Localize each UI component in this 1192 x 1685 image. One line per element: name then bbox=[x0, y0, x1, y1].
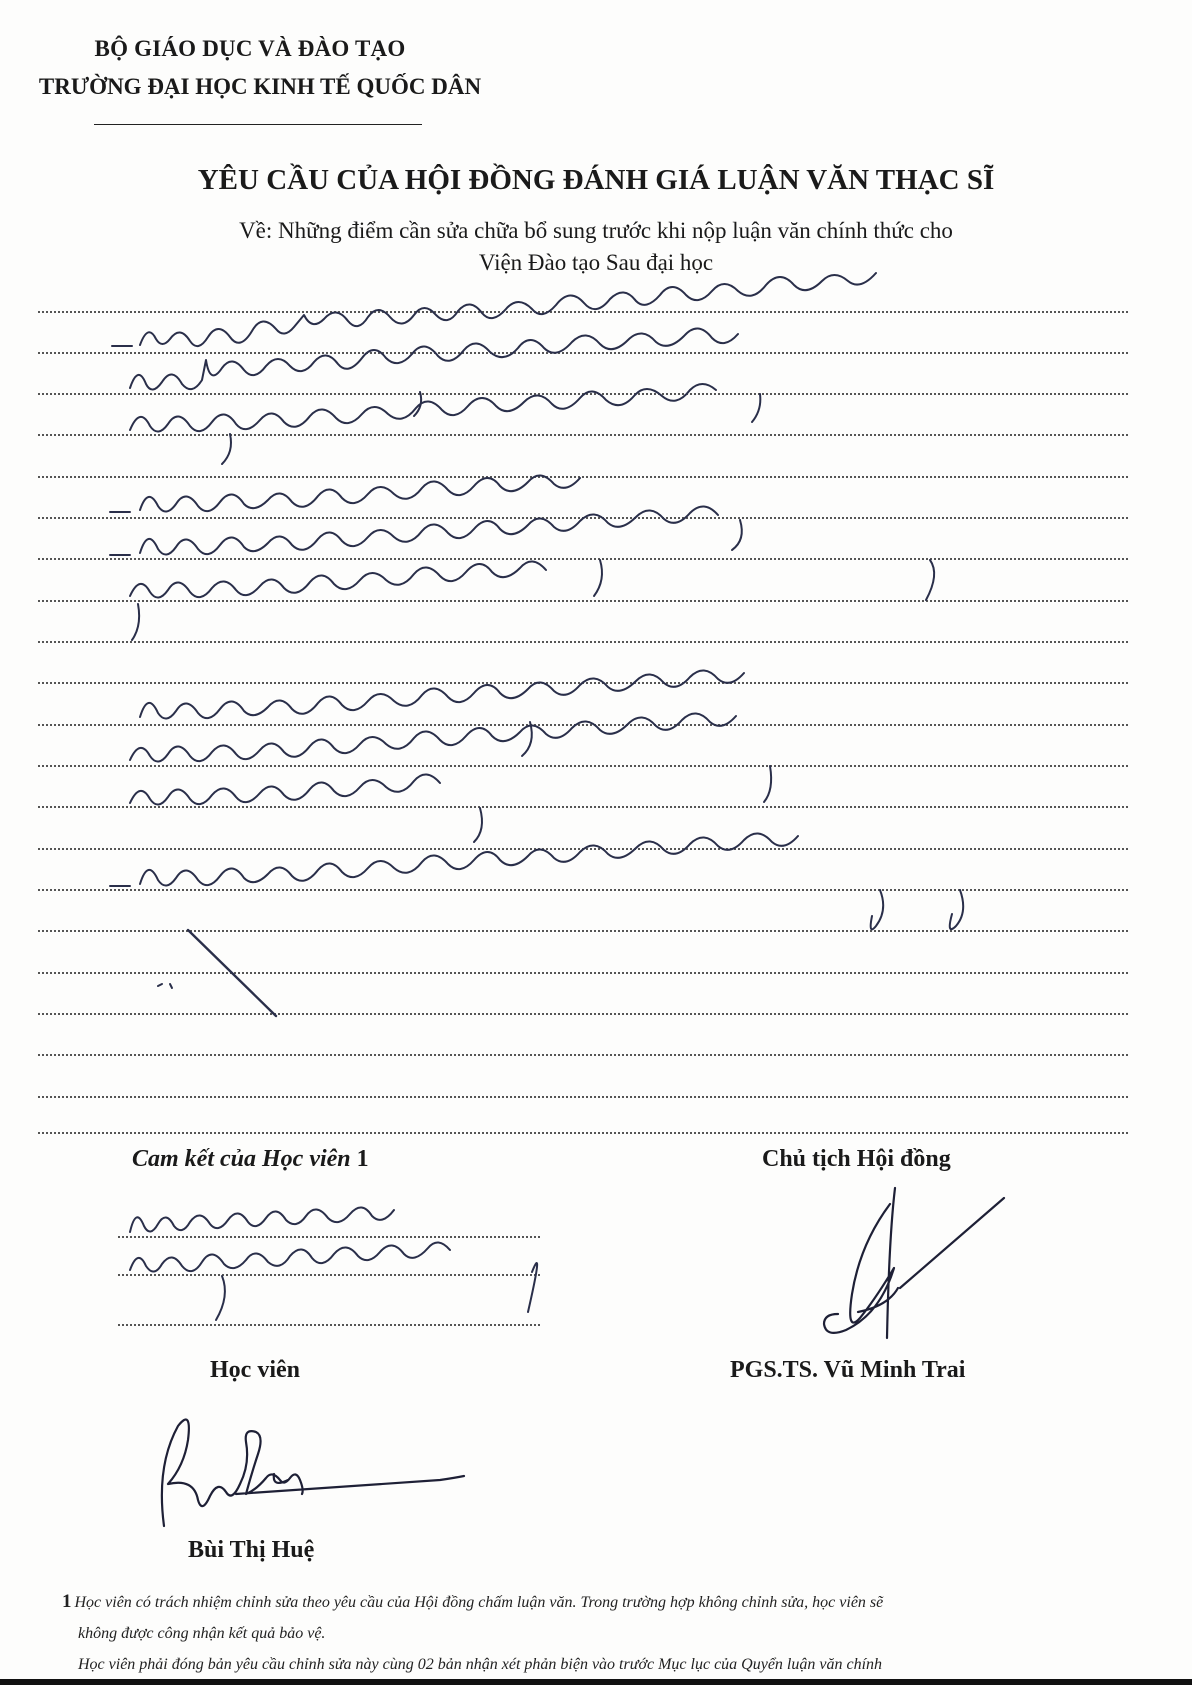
subtitle-line-2: Viện Đào tạo Sau đại học bbox=[478, 250, 714, 275]
commitment-label-text: Cam kết của Học viên bbox=[132, 1146, 351, 1172]
footnote-line-1 bbox=[62, 1586, 1158, 1618]
student-name: Bùi Thị Huệ bbox=[188, 1537, 315, 1563]
footnote bbox=[62, 1586, 1158, 1680]
chair-role-label: Chủ tịch Hội đồng bbox=[762, 1146, 951, 1172]
footnote-line-3: Học viên phải đóng bản yêu cầu chỉnh sửa này cùng 02 bản nhận xét phản biện vào trước Mục lục của Quyển luận văn chính bbox=[78, 1656, 883, 1673]
footnote-line-2: không được công nhận kết quả bảo vệ. bbox=[78, 1625, 326, 1642]
document-title: YÊU CẦU CỦA HỘI ĐỒNG ĐÁNH GIÁ LUẬN VĂN THẠC SĨ bbox=[197, 164, 995, 196]
page-bottom-edge bbox=[0, 1679, 1192, 1685]
ministry-name: BỘ GIÁO DỤC VÀ ĐÀO TẠO bbox=[94, 36, 406, 61]
university-name: TRƯỜNG ĐẠI HỌC KINH TẾ QUỐC DÂN bbox=[38, 74, 482, 99]
subtitle-line-1: Về: Những điểm cần sửa chữa bổ sung trước khi nộp luận văn chính thức cho bbox=[239, 218, 953, 243]
student-role-label: Học viên bbox=[210, 1357, 300, 1383]
footnote-reference: 1 bbox=[356, 1146, 369, 1172]
chair-name: PGS.TS. Vũ Minh Trai bbox=[730, 1357, 966, 1383]
footnote-mark: 1 bbox=[62, 1591, 72, 1612]
footnote-text-1: Học viên có trách nhiệm chỉnh sửa theo yêu cầu của Hội đồng chấm luận văn. Trong trường hợp không chỉnh sửa, học viên sẽ bbox=[74, 1594, 884, 1611]
